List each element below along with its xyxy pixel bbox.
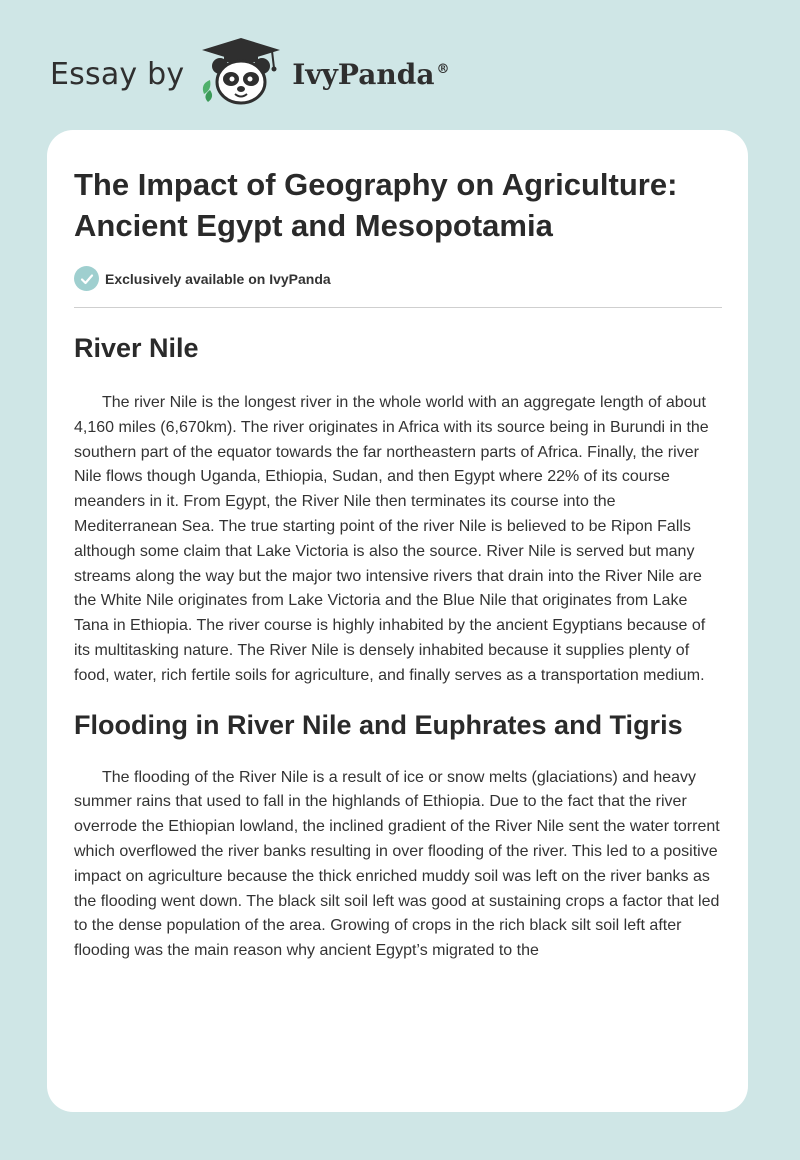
section-heading: River Nile	[74, 333, 199, 363]
site-header	[50, 34, 449, 114]
section-paragraph: The flooding of the River Nile is a result of ice or snow melts (glaciations) and heavy summer rains that used to fall in the highlands of Ethiopia. Due to the fact that the river overrode the Ethiopian lowland, the inclined gradient of the River Nile sent the water torrent which overflowed the river banks resulting in over flooding of the river. This led to a positive impact on agriculture because the thick enriched muddy soil was left on the river banks as the flooding went down. The black silt soil left was good at sustaining crops a factor that led to the dense population of the area. Growing of crops in the rich black silt soil left after flooding was the main reason why ancient Egypt’s migrated to the	[74, 768, 720, 960]
brand-name[interactable]: IvyPanda ®	[292, 57, 450, 91]
exclusive-label: Exclusively available on IvyPanda	[105, 270, 331, 287]
section-heading: Flooding in River Nile and Euphrates and Tigris	[74, 709, 683, 740]
registered-mark: ®	[436, 62, 450, 78]
essay-card	[47, 130, 748, 1112]
exclusive-badge	[74, 266, 722, 291]
section-river-nile	[74, 328, 722, 689]
page-title: The Impact of Geography on Agriculture: Ancient Egypt and Mesopotamia	[74, 167, 678, 243]
brand-prefix: Essay by	[50, 56, 185, 92]
panda-graduate-icon[interactable]	[198, 36, 284, 113]
divider	[74, 307, 722, 308]
check-circle-icon	[74, 266, 99, 291]
section-flooding	[74, 705, 722, 964]
section-paragraph: The river Nile is the longest river in the whole world with an aggregate length of about 4,160 miles (6,670km). The river originates in Africa with its source being in Burundi in the southern part of the equator towards the far northeastern parts of Africa. Finally, the river Nile flows though Uganda, Ethiopia, Sudan, and then Egypt where 22% of its course meanders in it. From Egypt, the River Nile then terminates its course into the Mediterranean Sea. The true starting point of the river Nile is believed to be Ripon Falls although some claim that Lake Victoria is also the source. River Nile is served but many streams along the way but the major two intensive rivers that drain into the River Nile are the White Nile originates from Lake Victoria and the Blue Nile that originates from Lake Tana in Ethiopia. The river course is highly inhabited by the ancient Egyptians because of its multitasking nature. The River Nile is densely inhabited because it supplies plenty of food, water, rich fertile soils for agriculture, and finally serves as a transportation medium.	[74, 394, 709, 684]
